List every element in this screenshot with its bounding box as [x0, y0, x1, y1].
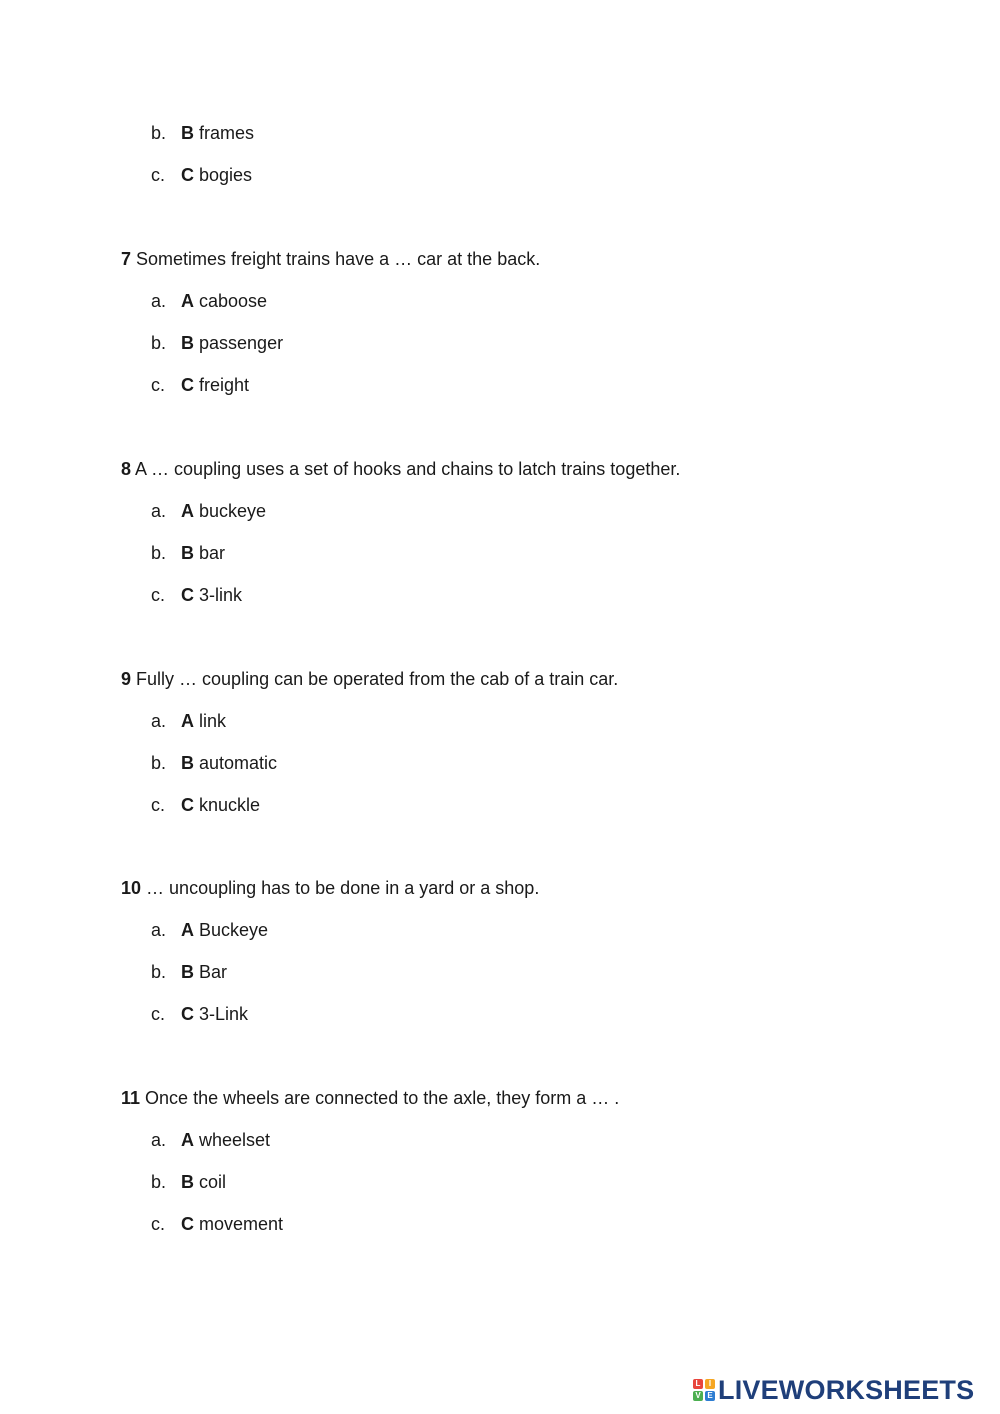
question-prompt: Fully … coupling can be operated from the cab of a train car. [136, 669, 619, 689]
question-11 [121, 1087, 619, 1109]
option-marker: b. [151, 1172, 167, 1192]
option-text: caboose [199, 291, 268, 311]
option-letter: A [181, 711, 194, 731]
question-prompt: Sometimes freight trains have a … car at the back. [136, 249, 541, 269]
option-letter: B [181, 962, 194, 982]
q6-option-c[interactable] [151, 164, 252, 186]
q9-option-a[interactable] [151, 710, 226, 732]
q7-option-c[interactable] [151, 374, 249, 396]
option-marker: a. [151, 1130, 167, 1150]
option-marker: c. [151, 165, 166, 185]
option-letter: B [181, 1172, 194, 1192]
option-text: automatic [199, 753, 278, 773]
question-number: 9 [121, 669, 132, 689]
option-text: 3-link [199, 585, 243, 605]
option-text: Bar [199, 962, 228, 982]
q10-option-b[interactable] [151, 961, 227, 983]
option-marker: a. [151, 501, 167, 521]
option-text: coil [199, 1172, 227, 1192]
option-marker: b. [151, 333, 167, 353]
option-letter: A [181, 920, 194, 940]
logo-tile: V [693, 1391, 703, 1401]
q6-option-b[interactable] [151, 122, 254, 144]
option-marker: b. [151, 962, 167, 982]
liveworksheets-logo [693, 1376, 974, 1404]
option-letter: C [181, 165, 194, 185]
q11-option-a[interactable] [151, 1129, 270, 1151]
question-number: 10 [121, 878, 142, 898]
logo-grid-icon [693, 1379, 715, 1401]
option-text: knuckle [199, 795, 261, 815]
option-text: frames [199, 123, 255, 143]
option-marker: c. [151, 585, 166, 605]
option-letter: B [181, 333, 194, 353]
question-number: 11 [121, 1088, 141, 1108]
option-letter: C [181, 375, 194, 395]
option-letter: C [181, 795, 194, 815]
q7-option-a[interactable] [151, 290, 267, 312]
option-letter: A [181, 291, 194, 311]
question-prompt: … uncoupling has to be done in a yard or a shop. [146, 878, 540, 898]
option-text: bogies [199, 165, 253, 185]
option-marker: c. [151, 1004, 166, 1024]
question-number: 8 [121, 459, 132, 479]
q8-option-b[interactable] [151, 542, 225, 564]
option-text: link [199, 711, 227, 731]
option-letter: C [181, 1214, 194, 1234]
option-marker: c. [151, 375, 166, 395]
option-text: freight [199, 375, 250, 395]
q9-option-b[interactable] [151, 752, 277, 774]
option-marker: a. [151, 711, 167, 731]
question-prompt: A … coupling uses a set of hooks and chains to latch trains together. [135, 459, 681, 479]
option-marker: b. [151, 123, 167, 143]
q8-option-a[interactable] [151, 500, 266, 522]
q11-option-c[interactable] [151, 1213, 283, 1235]
question-8 [121, 458, 680, 480]
option-text: wheelset [199, 1130, 271, 1150]
question-7 [121, 248, 540, 270]
option-letter: C [181, 1004, 194, 1024]
option-text: movement [199, 1214, 284, 1234]
option-text: buckeye [199, 501, 267, 521]
q10-option-c[interactable] [151, 1003, 248, 1025]
question-10 [121, 877, 539, 899]
question-9 [121, 668, 618, 690]
option-marker: c. [151, 1214, 166, 1234]
option-letter: B [181, 543, 194, 563]
option-letter: A [181, 1130, 194, 1150]
logo-tile: E [705, 1391, 715, 1401]
option-letter: B [181, 123, 194, 143]
q9-option-c[interactable] [151, 794, 260, 816]
option-marker: c. [151, 795, 166, 815]
q7-option-b[interactable] [151, 332, 283, 354]
option-text: passenger [199, 333, 284, 353]
option-text: bar [199, 543, 226, 563]
option-marker: b. [151, 753, 167, 773]
option-letter: A [181, 501, 194, 521]
option-marker: b. [151, 543, 167, 563]
q10-option-a[interactable] [151, 919, 268, 941]
option-marker: a. [151, 291, 167, 311]
option-text: Buckeye [199, 920, 269, 940]
question-prompt: Once the wheels are connected to the axle, they form a … . [145, 1088, 620, 1108]
option-letter: C [181, 585, 194, 605]
q8-option-c[interactable] [151, 584, 242, 606]
question-number: 7 [121, 249, 132, 269]
option-text: 3-Link [199, 1004, 249, 1024]
option-marker: a. [151, 920, 167, 940]
logo-tile: L [693, 1379, 703, 1389]
q11-option-b[interactable] [151, 1171, 226, 1193]
option-letter: B [181, 753, 194, 773]
logo-text: LIVEWORKSHEETS [718, 1374, 975, 1405]
logo-tile: I [705, 1379, 715, 1389]
